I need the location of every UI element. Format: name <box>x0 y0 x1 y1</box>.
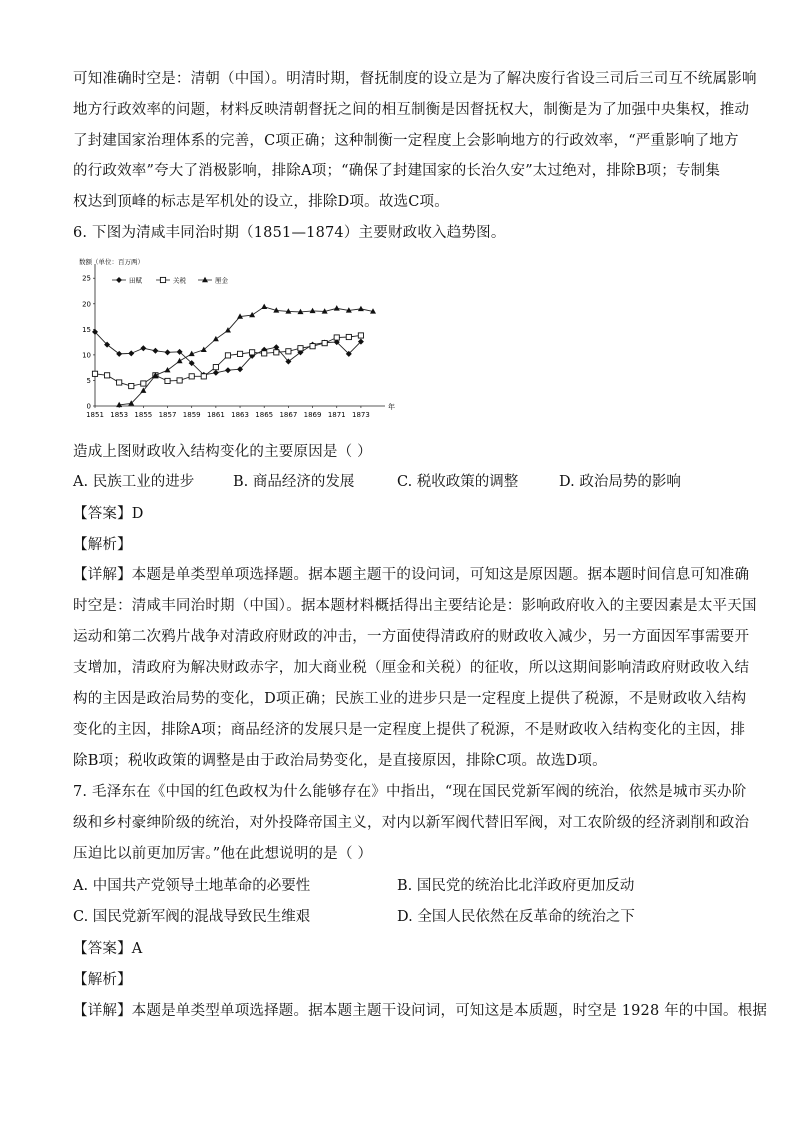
answer-label: 【答案】A <box>73 941 143 957</box>
detail-line: 变化的主因，排除A项；商品经济的发展只是一定程度上提供了税源，不是财政收入结构变化的主因，排 <box>73 722 746 738</box>
detail-line: 【详解】本题是单类型单项选择题。据本题主题干设问词，可知这是本质题，时空是 1928 年的中国。根据 <box>73 1003 768 1019</box>
data-point <box>92 371 97 376</box>
x-tick-label: 1853 <box>110 411 129 419</box>
detail-line: 支增加，清政府为解决财政赤字，加大商业税（厘金和关税）的征收，所以这期间影响清政府财政收入结 <box>73 660 750 676</box>
option-a: A. 中国共产党领导土地革命的必要性 <box>73 878 311 894</box>
x-tick-label: 1851 <box>86 411 104 419</box>
legend-label: 关税 <box>173 276 186 285</box>
analysis-label: 【解析】 <box>73 537 132 553</box>
data-point <box>334 335 339 340</box>
data-point <box>213 336 219 341</box>
y-tick-label: 15 <box>82 325 91 334</box>
data-point <box>129 383 134 388</box>
chart-legend <box>112 276 229 285</box>
x-tick-label: 1857 <box>158 411 177 419</box>
revenue-line-chart <box>73 255 393 425</box>
option-c: C. 税收政策的调整 <box>397 474 519 490</box>
data-point <box>310 344 315 349</box>
x-tick-label: 1859 <box>182 411 201 419</box>
chart-ylabel: 数额（单位：百万两） <box>79 258 144 266</box>
data-point <box>177 358 183 363</box>
x-axis-unit: 年 <box>388 403 395 411</box>
option-a: A. 民族工业的进步 <box>73 474 195 490</box>
data-point <box>250 350 255 355</box>
question-7-stem-line: 压迫比以前更加厉害。”他在此想说明的是（ ） <box>73 846 373 862</box>
option-b: B. 国民党的统治比北洋政府更加反动 <box>397 878 635 894</box>
data-point <box>334 305 340 310</box>
data-point <box>310 308 316 313</box>
x-tick-label: 1855 <box>134 411 153 419</box>
data-point <box>237 351 242 356</box>
option-d: D. 全国人民依然在反革命的统治之下 <box>397 909 635 925</box>
data-point <box>104 373 109 378</box>
data-point <box>358 306 364 311</box>
detail-line: 运动和第二次鸦片战争对清政府财政的冲击，一方面使得清政府的财政收入减少，另一方面因军事需要开 <box>73 629 750 645</box>
x-tick-label: 1873 <box>351 411 370 419</box>
data-point <box>274 350 279 355</box>
data-point <box>201 374 206 379</box>
data-point <box>213 370 219 376</box>
x-tick-label: 1863 <box>231 411 249 419</box>
data-point <box>286 349 291 354</box>
legend-label: 田赋 <box>129 276 142 285</box>
option-b: B. 商品经济的发展 <box>233 474 355 490</box>
series-line <box>119 307 373 405</box>
analysis-label: 【解析】 <box>73 972 132 988</box>
y-axis <box>82 264 95 411</box>
data-point <box>249 312 255 317</box>
question-6-prompt: 造成上图财政收入结构变化的主要原因是（ ） <box>73 444 372 460</box>
y-tick-label: 10 <box>82 351 91 360</box>
data-point <box>128 350 134 356</box>
x-tick-label: 1861 <box>206 411 225 419</box>
legend-marker <box>160 277 165 282</box>
paragraph-line: 权达到顶峰的标志是军机处的设立，排除D项。故选C项。 <box>73 194 449 210</box>
paragraph-line: 可知准确时空是：清朝（中国）。明清时期，督抚制度的设立是为了解决废行省设三司后三司互不统属影响 <box>73 71 757 87</box>
x-tick-label: 1867 <box>279 411 298 419</box>
option-c: C. 国民党新军阀的混战导致民生维艰 <box>73 909 311 925</box>
data-point <box>165 349 171 355</box>
data-point <box>346 334 351 339</box>
series-2 <box>116 304 376 408</box>
legend-label: 厘金 <box>215 276 228 285</box>
option-d: D. 政治局势的影响 <box>559 474 681 490</box>
answer-label: 【答案】D <box>73 506 144 522</box>
data-point <box>213 365 218 370</box>
legend-marker <box>202 277 208 282</box>
y-tick-label: 0 <box>86 402 91 411</box>
data-point <box>358 333 363 338</box>
detail-line: 时空是：清咸丰同治时期（中国）。据本题材料概括得出主要结论是：影响政府收入的主要因素是太平天国 <box>73 598 757 614</box>
data-point <box>152 348 158 354</box>
question-7-stem-line: 级和乡村豪绅阶级的统治，对外投降帝国主义，对内以新军阀代替旧军阀，对工农阶级的经济剥削和政治 <box>73 815 750 831</box>
data-point <box>165 367 171 372</box>
paragraph-line: 的行政效率”夸大了消极影响，排除A项；“确保了封建国家的长治久安”太过绝对，排除B项；专制集 <box>73 163 721 179</box>
data-point <box>225 367 231 373</box>
y-tick-label: 25 <box>82 274 91 283</box>
paragraph-line: 了封建国家治理体系的完善，C项正确；这种制衡一定程度上会影响地方的行政效率，“严重影响了地方 <box>73 133 739 149</box>
data-point <box>165 378 170 383</box>
detail-line: 【详解】本题是单类型单项选择题。据本题主题干的设问词，可知这是原因题。据本题时间信息可知准确 <box>73 567 750 583</box>
y-tick-label: 20 <box>82 300 91 309</box>
data-point <box>140 345 146 351</box>
data-point <box>262 351 267 356</box>
data-point <box>261 304 267 309</box>
y-tick-label: 5 <box>86 376 91 385</box>
detail-line: 构的主因是政治局势的变化，D项正确；民族工业的进步只是一定程度上提供了税源，不是财政收入结构 <box>73 691 747 707</box>
data-point <box>189 374 194 379</box>
series-1 <box>92 333 363 389</box>
data-point <box>225 353 230 358</box>
x-tick-label: 1871 <box>327 411 346 419</box>
question-6-stem: 6. 下图为清咸丰同治时期（1851—1874）主要财政收入趋势图。 <box>73 225 506 241</box>
question-7-stem-line: 7. 毛泽东在《中国的红色政权为什么能够存在》中指出，“现在国民党新军阀的统治，依然是城市买办阶 <box>73 784 747 800</box>
data-point <box>141 381 146 386</box>
data-point <box>298 346 303 351</box>
plot-area <box>92 304 376 408</box>
x-tick-label: 1869 <box>303 411 322 419</box>
x-tick-label: 1865 <box>255 411 274 419</box>
data-point <box>322 341 327 346</box>
paragraph-line: 地方行政效率的问题，材料反映清朝督抚之间的相互制衡是因督抚权大，制衡是为了加强中央集权，推动 <box>73 102 750 118</box>
legend-marker <box>116 277 122 283</box>
data-point <box>177 378 182 383</box>
detail-line: 除B项；税收政策的调整是由于政治局势变化，是直接原因，排除C项。故选D项。 <box>73 753 607 769</box>
data-point <box>117 380 122 385</box>
